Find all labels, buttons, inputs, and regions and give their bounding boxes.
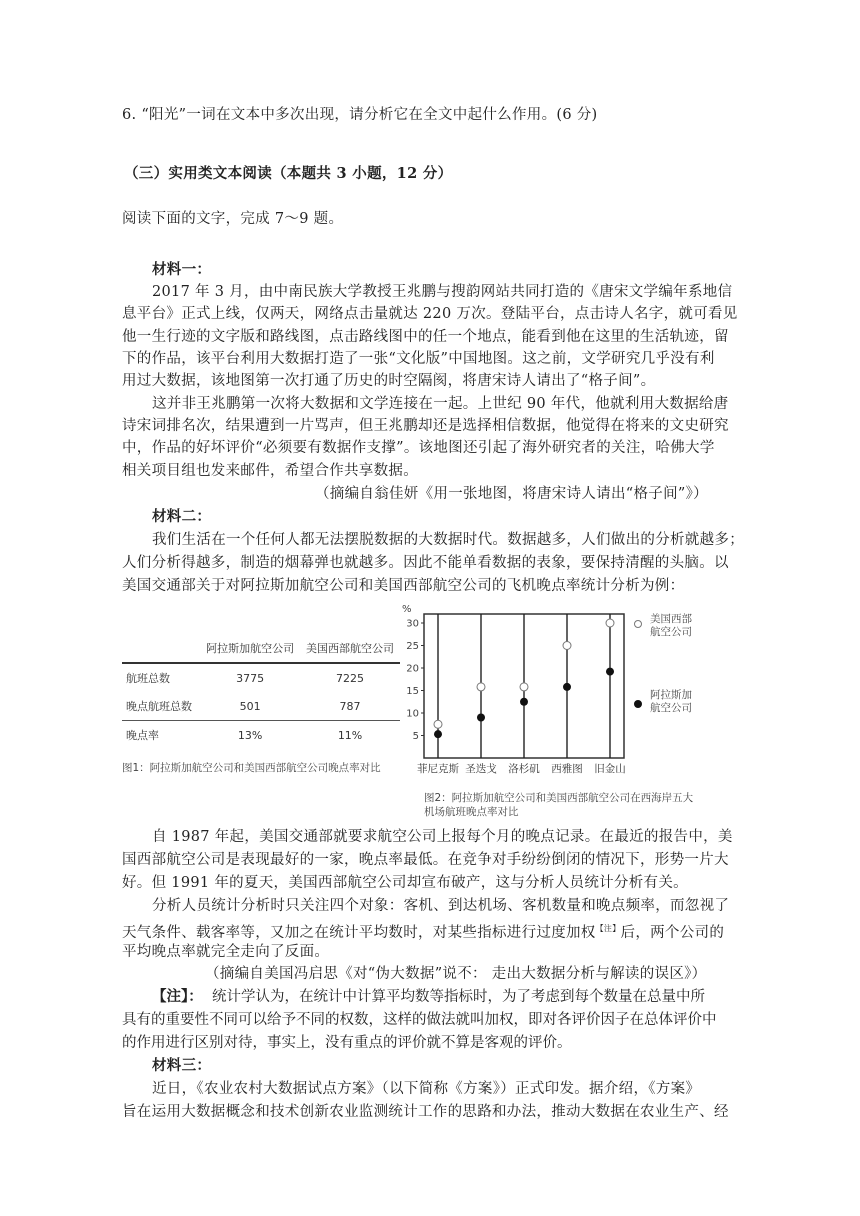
legend-label: 美国西部 — [650, 613, 692, 625]
legend-label: 航空公司 — [650, 702, 692, 714]
y-tick-label: 5 — [412, 731, 419, 742]
material-1-line: 中，作品的好坏评价“必须要有数据作支撑”。该地图还引起了海外研究者的关注，哈佛大学 — [122, 440, 715, 456]
x-tick-label: 旧金山 — [594, 763, 626, 775]
y-tick-label: 10 — [406, 708, 419, 720]
section-title: （三）实用类文本阅读（本题共 3 小题，12 分） — [124, 165, 453, 182]
table-header: 美国西部航空公司 — [306, 642, 395, 655]
figure-1-caption: 图1：阿拉斯加航空公司和美国西部航空公司晚点率对比 — [122, 762, 381, 774]
note-line: 具有的重要性不同可以给予不同的权数，这样的做法就叫加权，即对各评价因子在总体评价中 — [122, 1012, 717, 1028]
note-line: 的作用进行区别对待，事实上，没有重点的评价就不算是客观的评价。 — [122, 1035, 572, 1051]
figure-2-caption-line: 机场航班晚点率对比 — [424, 806, 519, 818]
legend-marker-filled — [634, 700, 642, 708]
table-row: 晚点航班总数 501 787 — [126, 699, 361, 713]
material-2-line: 天气条件、载客率等，又加之在统计平均数时，对某些指标进行过度加权 — [122, 924, 596, 941]
material-1-line: 2017 年 3 月，由中南民族大学教授王兆鹏与搜韵网站共同打造的《唐宋文学编年系地信 — [152, 284, 733, 300]
material-2-source: （摘编自美国冯启思《对“伪大数据”说不： 走出大数据分析与解读的误区》） — [205, 966, 707, 982]
y-tick-label: 20 — [406, 663, 419, 675]
data-point-open — [520, 683, 528, 691]
y-tick-label: 15 — [406, 686, 419, 697]
figure-1-table — [122, 634, 400, 749]
data-point-filled — [477, 714, 485, 722]
reading-instruction: 阅读下面的文字，完成 7～9 题。 — [122, 211, 344, 227]
material-2-line: 我们生活在一个任何人都无法摆脱数据的大数据时代。数据越多，人们做出的分析就越多； — [152, 532, 744, 548]
material-1-line: 相关项目组也发来邮件，希望合作共享数据。 — [122, 463, 418, 479]
material-1-line: 息平台》正式上线，仅两天，网络点击量就达 220 万次。登陆平台，点击诗人名字，就可看见 — [122, 306, 738, 322]
material-1-line: 他一生行迹的文字版和路线图，点击路线图中的任一个地点，能看到他在这里的生活轨迹，留 — [122, 329, 729, 345]
y-tick-label: 30 — [406, 618, 419, 630]
material-2-line: 后，两个公司的 — [620, 924, 725, 941]
data-point-open — [563, 642, 571, 650]
data-point-open — [477, 683, 485, 691]
material-2-heading: 材料二： — [152, 508, 212, 525]
x-tick-label: 圣迭戈 — [465, 763, 497, 775]
material-2-line: 自 1987 年起，美国交通部就要求航空公司上报每个月的晚点记录。在最近的报告中，美 — [152, 829, 733, 845]
material-3-line: 旨在运用大数据概念和技术创新农业监测统计工作的思路和办法，推动大数据在农业生产、经 — [122, 1104, 729, 1120]
x-tick-label: 洛杉矶 — [508, 763, 540, 775]
material-2-line: 分析人员统计分析时只关注四个对象：客机、到达机场、客机数量和晚点频率，而忽视了 — [152, 898, 730, 914]
material-1-line: 用过大数据，该地图第一次打通了历史的时空隔阂，将唐宋诗人请出了“格子间”。 — [122, 373, 656, 389]
y-axis-unit: % — [402, 604, 412, 615]
data-point-open — [606, 619, 614, 627]
material-2-line: 美国交通部关于对阿拉斯加航空公司和美国西部航空公司的飞机晚点率统计分析为例： — [122, 578, 685, 594]
material-2-line: 人们分析得越多，制造的烟幕弹也就越多。因此不能单看数据的表象，要保持清醒的头脑。以 — [122, 555, 729, 571]
table-row: 航班总数 3775 7225 — [122, 663, 400, 692]
x-tick-label: 西雅图 — [551, 763, 583, 775]
data-point-filled — [434, 730, 442, 738]
x-tick-label: 菲尼克斯 — [417, 763, 459, 775]
question-6: 6. “阳光”一词在文本中多次出现，请分析它在全文中起什么作用。(6 分) — [122, 107, 598, 123]
material-2-line: 好。但 1991 年的夏天，美国西部航空公司却宣布破产，这与分析人员统计分析有关。 — [122, 875, 688, 891]
table-row: 晚点率 13% 11% — [122, 721, 400, 750]
material-1-heading: 材料一： — [152, 261, 212, 278]
note-label: 【注】： — [152, 989, 203, 1005]
note-line: 统计学认为，在统计中计算平均数等指标时，为了考虑到每个数量在总量中所 — [211, 989, 705, 1005]
data-point-open — [434, 720, 442, 728]
data-point-filled — [606, 668, 614, 676]
material-3-heading: 材料三： — [152, 1057, 212, 1074]
y-tick-label: 25 — [406, 641, 419, 652]
legend-label: 航空公司 — [650, 626, 692, 638]
material-1-line: 这并非王兆鹏第一次将大数据和文学连接在一起。上世纪 90 年代，他就利用大数据给唐 — [152, 396, 729, 412]
data-point-filled — [520, 698, 528, 706]
figure-2-caption-line: 图2：阿拉斯加航空公司和美国西部航空公司在西海岸五大 — [424, 792, 694, 804]
data-point-filled — [563, 683, 571, 691]
material-2-line: 国西部航空公司是表现最好的一家，晚点率最低。在竞争对手纷纷倒闭的情况下，形势一片大 — [122, 852, 729, 868]
table-header: 阿拉斯加航空公司 — [206, 642, 295, 655]
material-1-line: 诗宋词排名次，结果遭到一片骂声，但王兆鹏却还是选择相信数据，他觉得在将来的文史研究 — [122, 418, 729, 434]
material-2-line: 平均晚点率就完全走向了反面。 — [122, 944, 330, 960]
material-3-line: 近日，《农业农村大数据试点方案》（以下简称《方案》）正式印发。据介绍，《方案》 — [152, 1081, 701, 1097]
table-header — [122, 634, 200, 663]
note-reference: 【注】 — [595, 924, 621, 933]
figure-2-chart — [396, 598, 726, 808]
legend-label: 阿拉斯加 — [650, 689, 692, 701]
material-1-source: （摘编自翁佳妍《用一张地图，将唐宋诗人请出“格子间”》） — [315, 486, 708, 502]
legend-marker-open — [635, 621, 642, 628]
material-1-line: 下的作品，该平台利用大数据打造了一张“文化版”中国地图。这之前，文学研究几乎没有利 — [122, 351, 715, 367]
